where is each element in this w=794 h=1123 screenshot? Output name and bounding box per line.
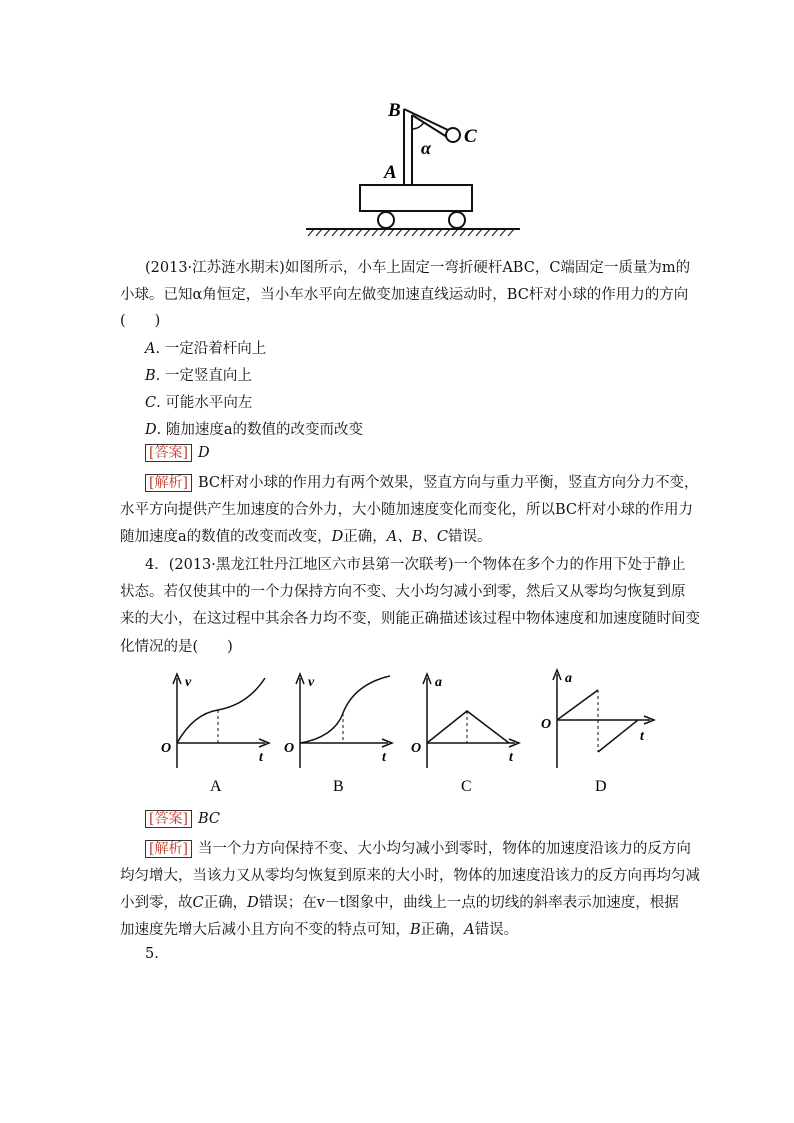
alpha-arc <box>412 122 424 129</box>
answer-value: D <box>197 445 210 461</box>
ball <box>446 128 460 142</box>
label-a: A <box>384 162 397 183</box>
graph-c-caption: C <box>461 778 472 795</box>
answer-value: BC <box>197 811 220 827</box>
graph-d-caption: D <box>595 778 607 795</box>
q4-analysis-line3: 小到零，故C正确，D错误；在v－t图象中，曲线上一点的切线的斜率表示加速度，根据 <box>120 895 679 911</box>
graph-c-ylabel: a <box>435 675 442 690</box>
answer-tag: [答案] <box>145 810 192 828</box>
q4-analysis-line2: 均匀增大，当该力又从零均匀恢复到原来的大小时，物体的加速度沿该力的反方向再均匀减 <box>120 868 700 884</box>
analysis-tag: [解析] <box>145 474 192 492</box>
graph-a <box>155 668 275 798</box>
graph-c-xlabel: t <box>509 750 513 765</box>
q4-stem-line1: 4．(2013·黑龙江牡丹江地区六市县第一次联考)一个物体在多个力的作用下处于静止 <box>145 557 686 573</box>
graph-b <box>280 668 400 798</box>
rod-bc-top <box>404 109 450 131</box>
graph-a-xlabel: t <box>259 750 263 765</box>
q3-analysis-line1: [解析] BC杆对小球的作用力有两个效果，竖直方向与重力平衡，竖直方向分力不变， <box>145 471 698 492</box>
graph-b-caption: B <box>333 778 344 795</box>
q3-stem-line3: ( ) <box>120 313 161 329</box>
graph-c-origin: O <box>411 741 422 756</box>
q4-answer <box>145 810 220 828</box>
q3-option-b: B. 一定竖直向上 <box>145 368 252 384</box>
graph-b-ylabel: v <box>308 675 315 690</box>
label-b: B <box>388 100 401 121</box>
graph-c-line <box>427 711 509 743</box>
graph-d-line-down <box>598 720 638 752</box>
graph-c <box>405 668 525 798</box>
graph-d-ylabel: a <box>565 671 572 686</box>
cart-body <box>360 185 472 211</box>
cart-wheel-left <box>378 212 394 228</box>
q3-analysis-line3: 随加速度a的数值的改变而改变，D正确，A、B、C错误。 <box>120 529 492 545</box>
ground-hatch <box>308 229 514 236</box>
graph-b-origin: O <box>284 741 295 756</box>
cart-rod-figure <box>300 95 530 245</box>
q4-analysis-line1: [解析] 当一个力方向保持不变、大小均匀减小到零时，物体的加速度沿该力的反方向 <box>145 837 691 858</box>
q3-answer <box>145 444 210 462</box>
q4-stem-line3: 来的大小，在这过程中其余各力均不变，则能正确描述该过程中物体速度和加速度随时间变 <box>120 611 700 627</box>
graph-a-origin: O <box>161 741 172 756</box>
q3-option-d: D. 随加速度a的数值的改变而改变 <box>145 422 364 438</box>
analysis-tag: [解析] <box>145 840 192 858</box>
cart-wheel-right <box>449 212 465 228</box>
q4-stem-line2: 状态。若仅使其中的一个力保持方向不变、大小均匀减小到零，然后又从零均匀恢复到原 <box>120 584 686 600</box>
graph-a-ylabel: v <box>185 675 192 690</box>
q3-analysis-line2: 水平方向提供产生加速度的合外力，大小随加速度变化而变化，所以BC杆对小球的作用力 <box>120 502 694 518</box>
graph-d-origin: O <box>541 717 552 732</box>
q3-stem-line1: (2013·江苏涟水期末)如图所示，小车上固定一弯折硬杆ABC，C端固定一质量为m的 <box>145 260 691 276</box>
q4-analysis-line4: 加速度先增大后减小且方向不变的特点可知，B正确，A错误。 <box>120 922 519 938</box>
graph-a-caption: A <box>210 778 222 795</box>
graph-d <box>535 668 660 798</box>
q5-number: 5. <box>145 946 159 962</box>
answer-tag: [答案] <box>145 444 192 462</box>
q3-stem-line2: 小球。已知α角恒定，当小车水平向左做变加速直线运动时，BC杆对小球的作用力的方向 <box>120 287 689 303</box>
graph-b-xlabel: t <box>382 750 386 765</box>
label-alpha: α <box>421 138 431 158</box>
q3-option-a: A. 一定沿着杆向上 <box>145 341 267 357</box>
graph-d-line-up <box>557 690 598 720</box>
q4-stem-line4: 化情况的是( ) <box>120 639 233 655</box>
q3-option-c: C. 可能水平向左 <box>145 395 253 411</box>
label-c: C <box>464 126 477 147</box>
graph-d-xlabel: t <box>640 729 644 744</box>
